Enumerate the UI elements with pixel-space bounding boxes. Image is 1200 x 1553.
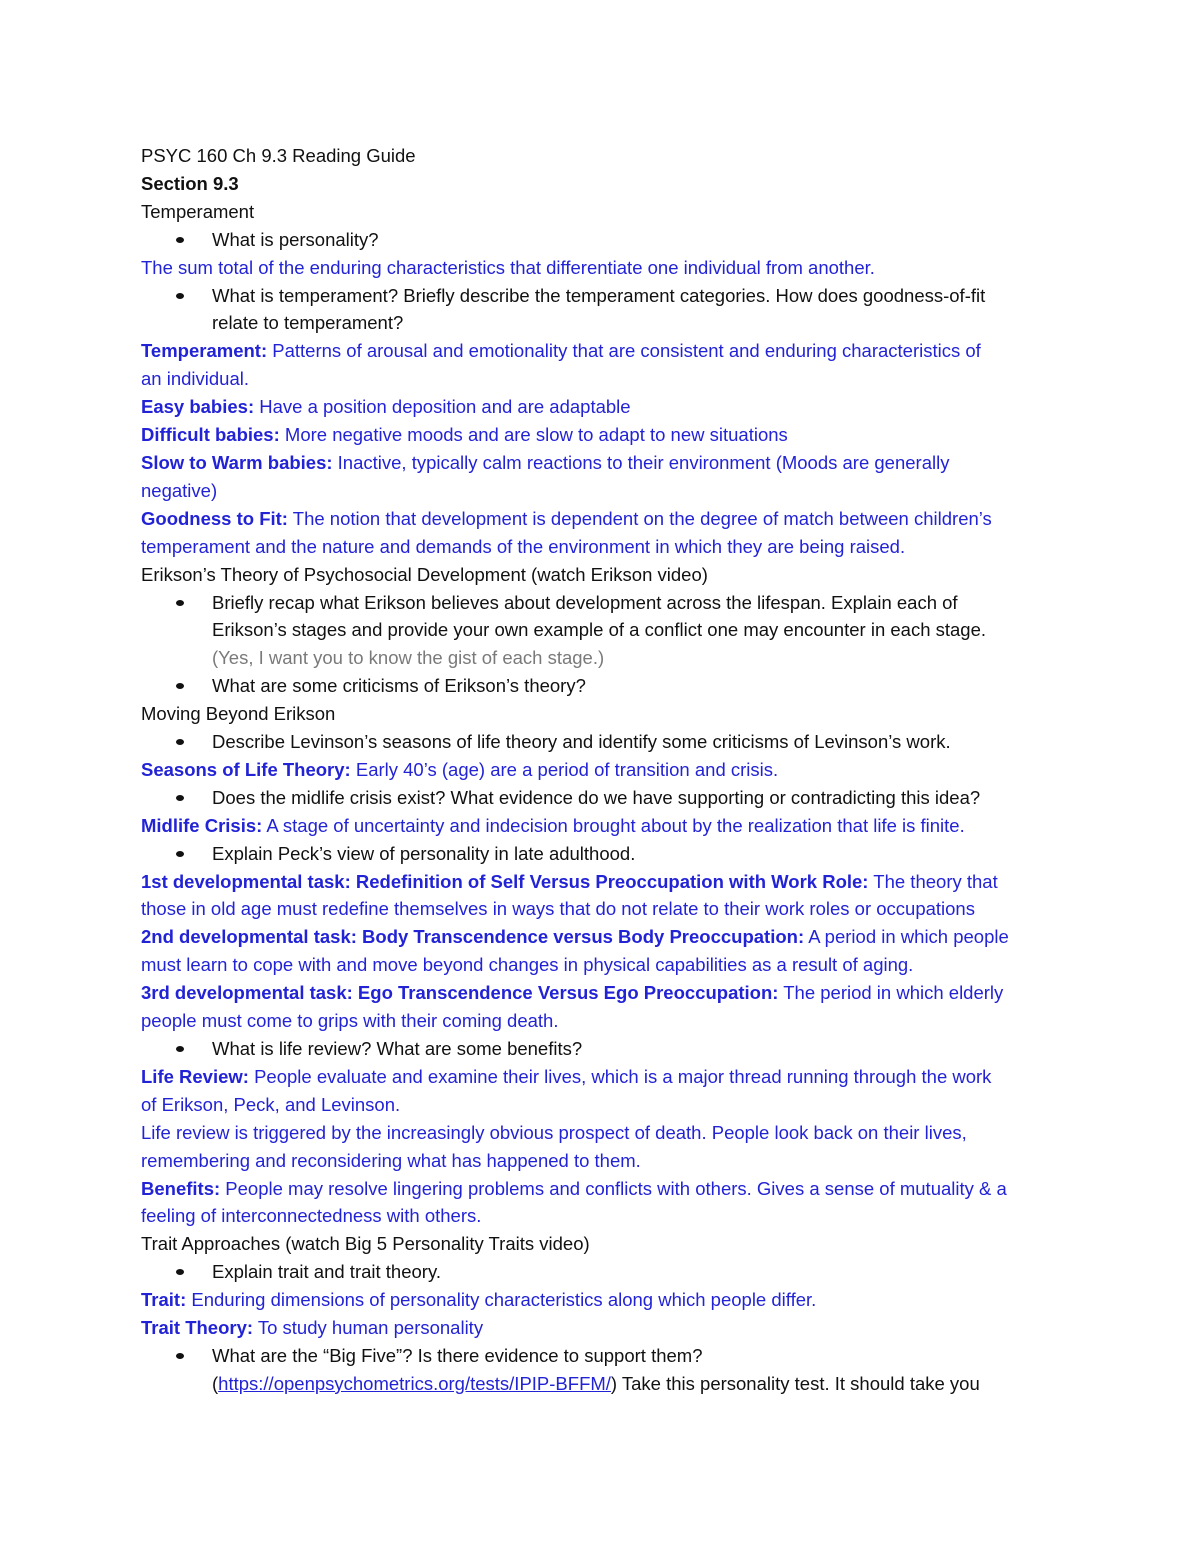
term-definition: To study human personality: [253, 1317, 484, 1339]
question-criticisms: [141, 672, 1071, 700]
answer-easy-babies: [141, 393, 1071, 421]
question-erikson: [141, 589, 1071, 617]
paren-open: (: [212, 1372, 219, 1394]
term-definition: The notion that development is dependent on the degree of match between children’s: [287, 507, 992, 529]
answer-goodness-of-fit-cont: temperament and the nature and demands of the environment in which they are being raised.: [141, 535, 906, 557]
bullet-icon: [176, 1269, 184, 1275]
question-life-review: [141, 1035, 1071, 1063]
term-label: Temperament:: [141, 340, 268, 362]
bullet-icon: [176, 683, 184, 689]
question-text: ) Take this personality test. It should take you: [610, 1372, 980, 1394]
bullet-icon: [176, 739, 184, 745]
answer-seasons-of-life: [141, 756, 1071, 784]
term-definition: Patterns of arousal and emotionality that are consistent and enduring characteristics of: [267, 340, 981, 362]
section-heading: Section 9.3: [141, 172, 239, 194]
answer-task-1: [141, 868, 1071, 896]
answer-task-1-cont: those in old age must redefine themselves in ways that do not relate to their work roles or occupations: [141, 898, 975, 920]
term-definition: Enduring dimensions of personality characteristics along which people differ.: [186, 1289, 817, 1311]
answer-trait-theory: [141, 1314, 1071, 1342]
moving-beyond-heading: Moving Beyond Erikson: [141, 703, 336, 725]
answer-task-2: [141, 923, 1071, 951]
answer-benefits: [141, 1175, 1071, 1203]
bullet-icon: [176, 851, 184, 857]
term-label: 1st developmental task: Redefinition of Self Versus Preoccupation with Work Role:: [141, 870, 869, 892]
term-label: Midlife Crisis:: [141, 814, 263, 836]
term-definition: People evaluate and examine their lives, which is a major thread running through the work: [248, 1065, 992, 1087]
question-text: Does the midlife crisis exist? What evidence do we have supporting or contradicting this idea?: [212, 786, 981, 808]
question-text: relate to temperament?: [212, 312, 404, 334]
term-definition: A period in which people: [804, 926, 1009, 948]
document-body: [141, 142, 1071, 1398]
question-text: Describe Levinson’s seasons of life theory and identify some criticisms of Levinson’s work.: [212, 731, 951, 753]
term-definition: More negative moods and are slow to adapt to new situations: [279, 424, 788, 446]
term-label: Seasons of Life Theory:: [141, 758, 351, 780]
question-trait: [141, 1258, 1071, 1286]
answer-task-3: [141, 979, 1071, 1007]
question-big-five: [141, 1342, 1071, 1370]
term-label: Goodness to Fit:: [141, 507, 288, 529]
temperament-heading: Temperament: [141, 200, 255, 222]
answer-life-review-cont: of Erikson, Peck, and Levinson.: [141, 1093, 401, 1115]
term-definition: A stage of uncertainty and indecision brought about by the realization that life is finite.: [262, 814, 965, 836]
question-temperament-cont: [141, 309, 1071, 337]
question-levinson: [141, 728, 1071, 756]
term-label: Difficult babies:: [141, 424, 280, 446]
term-definition: The theory that: [868, 870, 998, 892]
answer-difficult-babies: [141, 421, 1071, 449]
term-definition: Inactive, typically calm reactions to their environment (Moods are generally: [332, 451, 950, 473]
question-midlife: [141, 784, 1071, 812]
answer-trait: [141, 1286, 1071, 1314]
question-text: Explain trait and trait theory.: [212, 1261, 441, 1283]
question-text: Briefly recap what Erikson believes about development across the lifespan. Explain each of: [212, 591, 958, 613]
term-definition: The period in which elderly: [778, 982, 1004, 1004]
question-big-five-cont: [141, 1370, 1071, 1398]
bullet-icon: [176, 1353, 184, 1359]
answer-benefits-cont: feeling of interconnectedness with others.: [141, 1205, 482, 1227]
term-definition: People may resolve lingering problems and conflicts with others. Gives a sense of mutuality & a: [220, 1177, 1007, 1199]
question-note: (Yes, I want you to know the gist of each stage.): [212, 647, 605, 669]
question-text: What is life review? What are some benefits?: [212, 1038, 583, 1059]
answer-slow-to-warm-cont: negative): [141, 479, 218, 501]
bullet-icon: [176, 600, 184, 606]
bullet-icon: [176, 293, 184, 299]
term-label: 2nd developmental task: Body Transcendence versus Body Preoccupation:: [141, 926, 805, 948]
answer-slow-to-warm: [141, 449, 1071, 477]
question-text: What is temperament? Briefly describe the temperament categories. How does goodness-of-fit: [212, 284, 986, 306]
answer-goodness-of-fit: [141, 505, 1071, 533]
bullet-icon: [176, 1046, 184, 1052]
question-text: What is personality?: [212, 228, 379, 250]
question-text: Explain Peck’s view of personality in late adulthood.: [212, 842, 636, 864]
answer-task-2-cont: must learn to cope with and move beyond changes in physical capabilities as a result of aging.: [141, 954, 914, 976]
term-label: Trait:: [141, 1289, 187, 1311]
answer-life-review: [141, 1063, 1071, 1091]
answer-temperament-cont: an individual.: [141, 368, 249, 390]
term-label: Life Review:: [141, 1065, 249, 1087]
erikson-heading: Erikson’s Theory of Psychosocial Development (watch Erikson video): [141, 563, 708, 585]
answer-personality: The sum total of the enduring characteristics that differentiate one individual from another.: [141, 256, 875, 278]
personality-test-link[interactable]: https://openpsychometrics.org/tests/IPIP-BFFM/: [218, 1372, 611, 1394]
question-text: Erikson’s stages and provide your own example of a conflict one may encounter in each stage.: [212, 619, 987, 641]
question-temperament: [141, 282, 1071, 310]
question-peck: [141, 840, 1071, 868]
term-label: 3rd developmental task: Ego Transcendence Versus Ego Preoccupation:: [141, 982, 779, 1004]
bullet-icon: [176, 237, 184, 243]
question-erikson-cont: [141, 616, 1071, 644]
term-label: Easy babies:: [141, 396, 255, 418]
question-text: What are some criticisms of Erikson’s theory?: [212, 675, 586, 697]
question-personality: [141, 226, 1071, 254]
term-definition: Have a position deposition and are adaptable: [254, 396, 631, 418]
term-label: Trait Theory:: [141, 1317, 254, 1339]
answer-temperament: [141, 337, 1071, 365]
answer-task-3-cont: people must come to grips with their coming death.: [141, 1010, 559, 1032]
trait-approaches-heading: Trait Approaches (watch Big 5 Personality Traits video): [141, 1233, 590, 1255]
question-erikson-note: [141, 644, 1071, 672]
answer-midlife-crisis: [141, 812, 1071, 840]
answer-life-review-more: Life review is triggered by the increasingly obvious prospect of death. People look back on their lives,: [141, 1121, 967, 1143]
answer-life-review-more-cont: remembering and reconsidering what has happened to them.: [141, 1149, 641, 1171]
term-label: Benefits:: [141, 1177, 221, 1199]
term-label: Slow to Warm babies:: [141, 451, 333, 473]
term-definition: Early 40’s (age) are a period of transition and crisis.: [350, 758, 779, 780]
question-text: What are the “Big Five”? Is there evidence to support them?: [212, 1344, 703, 1366]
document-title: PSYC 160 Ch 9.3 Reading Guide: [141, 145, 416, 166]
bullet-icon: [176, 795, 184, 801]
